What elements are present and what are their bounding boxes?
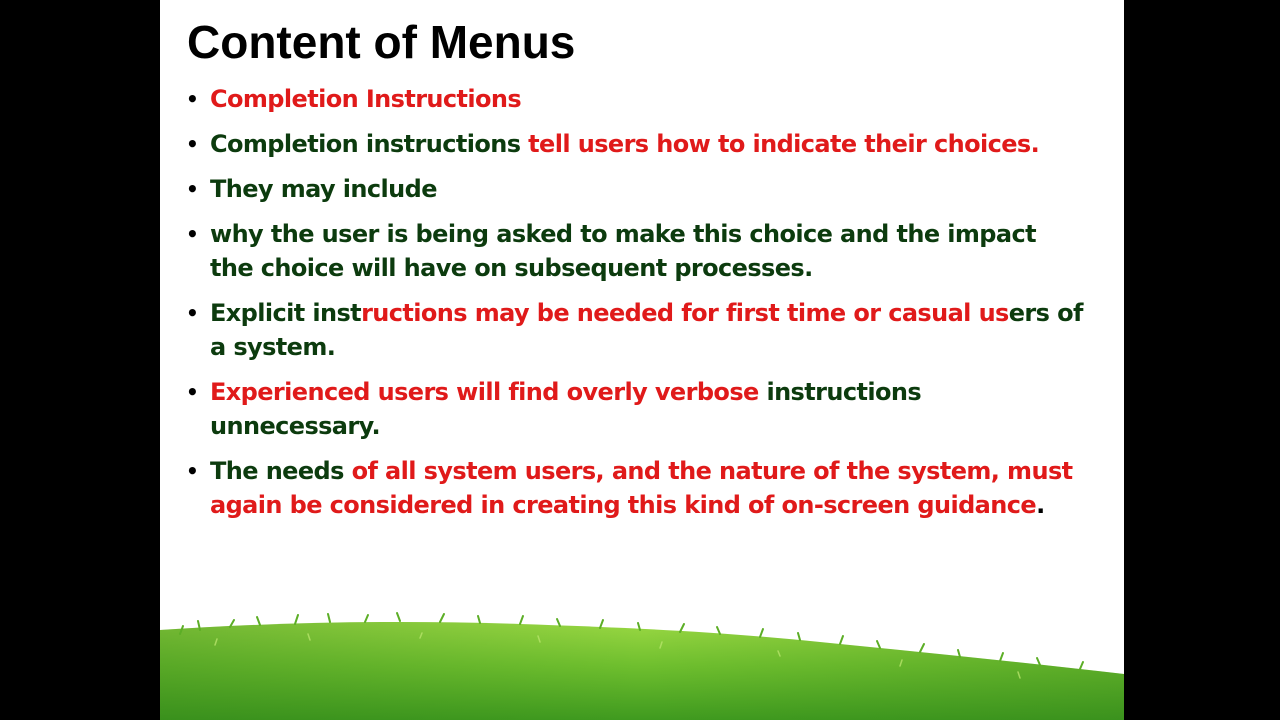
bullet-dot-icon: • (186, 132, 199, 156)
slide (160, 0, 1124, 720)
bullet-text-segment: Experienced users will find overly verbose (210, 378, 767, 406)
bullet-text-segment: Explicit inst (210, 299, 362, 327)
bullet-item (186, 82, 1086, 116)
bullet-text-segment: ructions may be needed for first time or casual us (361, 299, 1009, 327)
bullet-text-segment: They may include (210, 175, 437, 203)
bullet-text-segment: instructions unnecessary. (210, 378, 922, 440)
bullet-text-segment: why the user is being asked to make this choice and the impact the choice will have on subsequent processes. (210, 220, 1036, 282)
bullet-item (186, 127, 1086, 161)
bullet-dot-icon: • (186, 87, 199, 111)
bullet-text-segment: The needs (210, 457, 352, 485)
bullet-dot-icon: • (186, 222, 199, 246)
bullet-text-segment: Completion Instructions (210, 85, 522, 113)
bullet-text-segment: Completion instructions (210, 130, 529, 158)
bullet-text-segment: . (1036, 491, 1045, 519)
bullet-item (186, 454, 1086, 522)
bullet-text-segment: ers of a system. (210, 299, 1083, 361)
bullet-item (186, 172, 1086, 206)
bullet-dot-icon: • (186, 459, 199, 483)
bullet-item (186, 296, 1086, 364)
bullet-dot-icon: • (186, 177, 199, 201)
bullet-item (186, 375, 1086, 443)
bullet-item (186, 217, 1086, 285)
grass-hill-image (160, 600, 1124, 720)
bullet-text-segment: of all system users, and the nature of the system, must again be considered in creating this kind of on-screen guidance (210, 457, 1073, 519)
bullet-dot-icon: • (186, 301, 199, 325)
slide-title: Content of Menus (187, 16, 576, 68)
bullet-text-segment: tell users how to indicate their choices. (528, 130, 1040, 158)
bullet-dot-icon: • (186, 380, 199, 404)
bullet-list (186, 82, 1086, 533)
